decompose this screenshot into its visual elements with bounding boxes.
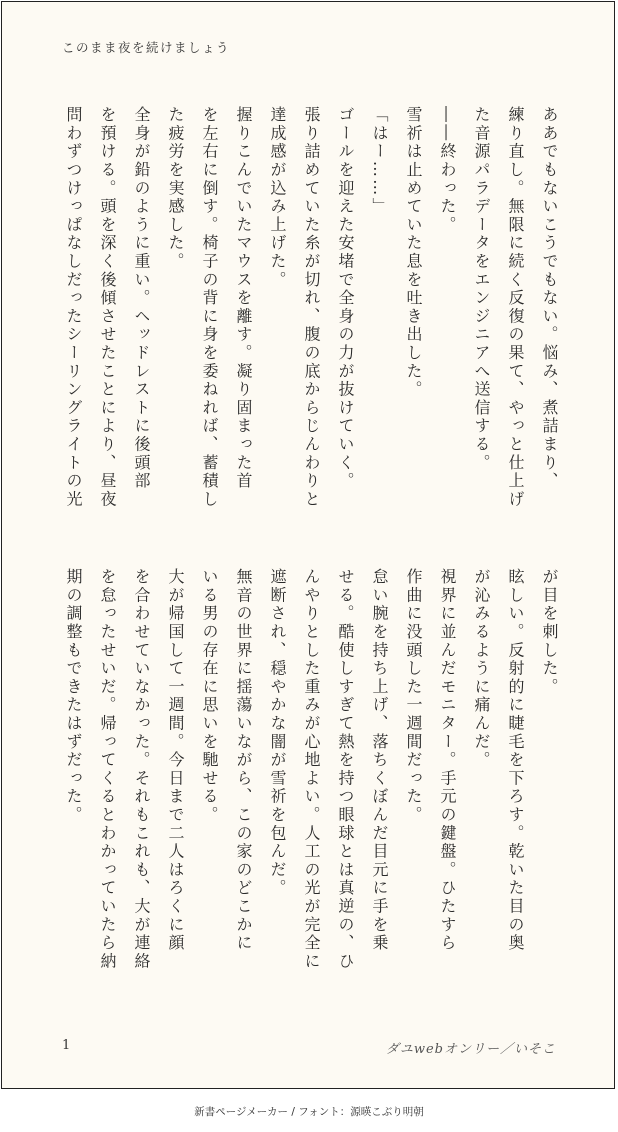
book-page <box>1 1 615 1089</box>
text-line: 期の調整もできたはずだった。 <box>64 568 83 825</box>
text-line: んやりとした重みが心地よい。人工の光が完全に <box>302 568 321 971</box>
text-line: 達成感が込み上げた。 <box>268 106 287 289</box>
text-line: ああでもないこうでもない。悩み、煮詰まり、 <box>540 106 559 491</box>
text-line: 大が帰国して一週間。今日まで二人はろくに顔 <box>166 568 185 953</box>
text-line: が沁みるように痛んだ。 <box>472 568 491 770</box>
upper-text-block <box>46 106 566 536</box>
author-credit: ダユwebオンリー／いそこ <box>385 1042 556 1057</box>
text-line: 握りこんでいたマウスを離す。凝り固まった首 <box>234 106 253 491</box>
text-line: 雪祈は止めていた息を吐き出した。 <box>404 106 423 399</box>
text-line: 視界に並んだモニター。手元の鍵盤。ひたすら <box>438 568 457 953</box>
lower-text-block <box>46 568 566 998</box>
text-line: 怠い腕を持ち上げ、落ちくぼんだ目元に手を乗 <box>370 568 389 953</box>
text-line: 眩しい。反射的に睫毛を下ろす。乾いた目の奥 <box>506 568 525 953</box>
page-title: このまま夜を続けましょう <box>62 40 231 55</box>
text-line: を合わせていなかった。それもこれも、大が連絡 <box>132 568 151 971</box>
page-number: 1 <box>62 1038 71 1053</box>
text-line: が目を刺した。 <box>540 568 559 697</box>
text-line: を預ける。頭を深く後傾させたことにより、昼夜 <box>98 106 117 509</box>
text-line: ゴールを迎えた安堵で全身の力が抜けていく。 <box>336 106 355 491</box>
text-line: 作曲に没頭した一週間だった。 <box>404 568 423 825</box>
text-line: 問わずつけっぱなしだったシーリングライトの光 <box>64 106 83 509</box>
text-line: 遮断され、穏やかな闇が雪祈を包んだ。 <box>268 568 287 898</box>
text-line: ――終わった。 <box>438 106 457 235</box>
text-line: を怠ったせいだ。帰ってくるとわかっていたら納 <box>98 568 117 971</box>
tool-caption: 新書ページメーカー / フォント：源暎こぶり明朝 <box>194 1106 424 1118</box>
text-line: せる。酷使しすぎて熱を持つ眼球とは真逆の、ひ <box>336 568 355 971</box>
text-line: た音源パラデータをエンジニアへ送信する。 <box>472 106 491 472</box>
text-line: いる男の存在に思いを馳せる。 <box>200 568 219 825</box>
text-line: を左右に倒す。椅子の背に身を委ねれば、蓄積し <box>200 106 219 509</box>
text-line: 無音の世界に揺蕩いながら、この家のどこかに <box>234 568 253 953</box>
text-line: 全身が鉛のように重い。ヘッドレストに後頭部 <box>132 106 151 491</box>
text-line: た疲労を実感した。 <box>166 106 185 271</box>
text-line: 「はー……」 <box>370 106 389 216</box>
text-line: 張り詰めていた糸が切れ、腹の底からじんわりと <box>302 106 321 509</box>
text-line: 練り直し。無限に続く反復の果て、やっと仕上げ <box>506 106 525 509</box>
